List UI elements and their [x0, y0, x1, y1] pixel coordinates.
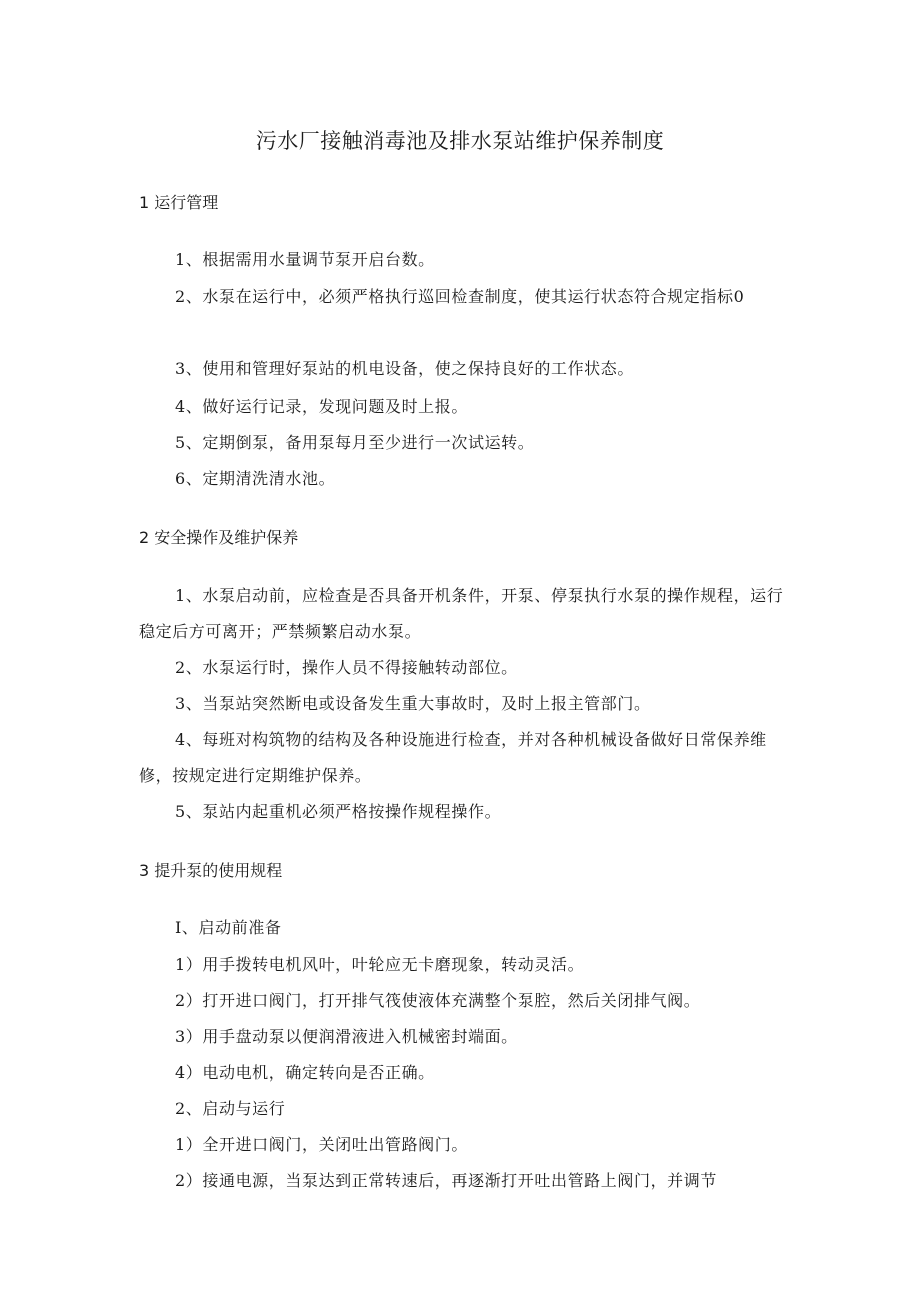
list-item: 3、使用和管理好泵站的机电设备，使之保持良好的工作状态。 — [175, 359, 634, 378]
list-item: 1、根据需用水量调节泵开启台数。 — [175, 250, 435, 269]
list-item: 5、泵站内起重机必须严格按操作规程操作。 — [175, 802, 502, 821]
list-item: 2、水泵运行时，操作人员不得接触转动部位。 — [175, 658, 518, 677]
list-item: 3、当泵站突然断电或设备发生重大事故时，及时上报主管部门。 — [175, 694, 651, 713]
list-item: 1、水泵启动前，应检查是否具备开机条件，开泵、停泵执行水泵的操作规程，运行稳定后方可离开；严禁频繁启动水泵。 — [139, 586, 784, 641]
list-item: 2、水泵在运行中，必须严格执行巡回检查制度，使其运行状态符合规定指标0 — [175, 287, 745, 306]
list-item: 3）用手盘动泵以便润滑液进入机械密封端面。 — [175, 1027, 518, 1046]
list-item: 4、每班对构筑物的结构及各种设施进行检查，并对各种机械设备做好日常保养维修，按规定进行定期维护保养。 — [139, 730, 767, 785]
section-heading-operation: 1 运行管理 — [139, 193, 219, 212]
list-item: 2）打开进口阀门，打开排气筏使液体充满整个泵腔，然后关闭排气阀。 — [175, 991, 701, 1010]
list-item: 2、启动与运行 — [175, 1099, 286, 1118]
list-item: 4、做好运行记录，发现问题及时上报。 — [175, 397, 468, 416]
document-title: 污水厂接触消毒池及排水泵站维护保养制度 — [255, 129, 665, 153]
list-item: I、启动前准备 — [175, 918, 282, 937]
list-item: 6、定期清洗清水池。 — [175, 469, 336, 488]
section-heading-safety: 2 安全操作及维护保养 — [139, 528, 299, 547]
list-item: 5、定期倒泵，备用泵每月至少进行一次试运转。 — [175, 433, 535, 452]
section-heading-pump-usage: 3 提升泵的使用规程 — [139, 861, 283, 880]
list-item: 2）接通电源，当泵达到正常转速后，再逐渐打开吐出管路上阀门，并调节 — [175, 1171, 717, 1190]
list-item: 4）电动电机，确定转向是否正确。 — [175, 1063, 435, 1082]
list-item: 1）用手拨转电机风叶，叶轮应无卡磨现象，转动灵活。 — [175, 955, 585, 974]
list-item: 1）全开进口阀门，关闭吐出管路阀门。 — [175, 1135, 468, 1154]
